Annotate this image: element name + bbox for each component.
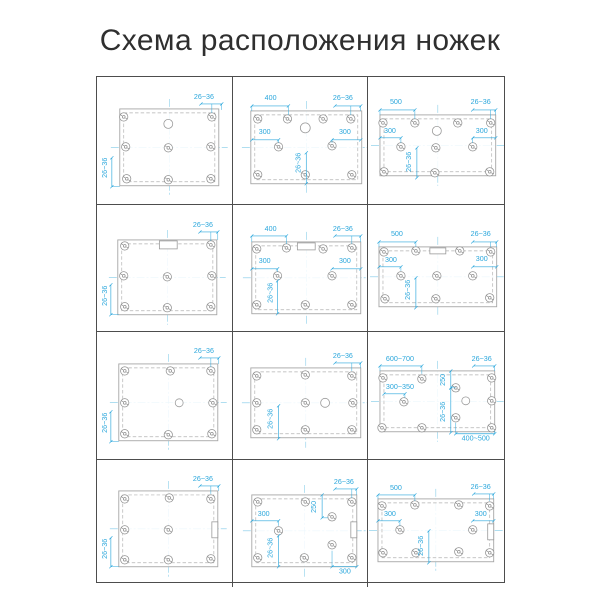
dimension-label: 26~36 [332, 352, 353, 361]
leg-icon [209, 399, 217, 407]
leg-icon [301, 371, 309, 379]
leg-icon [469, 526, 477, 534]
leg-icon [347, 554, 355, 562]
dimension-label: 26~36 [470, 229, 492, 238]
leg-icon [454, 119, 462, 127]
dimension-label: 26~36 [405, 151, 414, 172]
leg-icon [121, 556, 129, 564]
dimension-label: 250 [309, 500, 318, 513]
leg-icon [120, 113, 128, 121]
leg-icon [381, 294, 389, 302]
dimension-label: 26~36 [100, 157, 109, 178]
leg-icon [379, 374, 387, 382]
drain-rect-icon [430, 248, 446, 254]
leg-icon [252, 300, 260, 308]
leg-icon [455, 501, 463, 509]
leg-icon [347, 498, 355, 506]
dimension-label: 26~36 [471, 355, 493, 364]
leg-icon [274, 143, 282, 151]
leg-icon [252, 426, 260, 434]
dimension-label: 300 [258, 127, 271, 136]
leg-icon [164, 176, 172, 184]
leg-icon [487, 119, 495, 127]
leg-icon [431, 169, 439, 177]
dimension-label: 300 [338, 567, 351, 576]
leg-icon [207, 240, 215, 248]
tray-drawing-r3c3 [368, 332, 504, 459]
dimension-label: 26~36 [192, 474, 213, 484]
leg-icon [252, 244, 260, 252]
leg-icon [121, 302, 129, 310]
dimension-label: 300 [475, 509, 488, 518]
dimension-label: 500 [390, 483, 403, 492]
leg-icon [208, 430, 216, 438]
leg-icon [301, 399, 309, 407]
leg-icon [121, 367, 129, 375]
leg-icon [122, 143, 130, 151]
leg-icon [487, 247, 495, 255]
tray-drawing-r2c3 [368, 205, 504, 332]
leg-icon [397, 271, 405, 279]
leg-icon [418, 375, 426, 383]
diagram-cell-r3c3 [368, 332, 504, 460]
leg-icon [252, 399, 260, 407]
leg-icon [301, 300, 309, 308]
leg-icon [486, 549, 494, 557]
leg-icon [380, 168, 388, 176]
tray-drawing-r2c2 [233, 205, 368, 332]
diagram-cell-r3c1 [97, 332, 233, 460]
dimension-label: 300 [476, 254, 489, 263]
leg-icon [208, 113, 216, 121]
diagram-cell-r1c2 [233, 77, 369, 205]
dimension-label: 26~36 [417, 535, 426, 556]
drain-circle-icon [433, 126, 442, 135]
dimension-label: 400~500 [462, 435, 491, 444]
tray-outline [119, 364, 218, 441]
drain-slot-icon [488, 524, 494, 540]
leg-icon [378, 502, 386, 510]
dimension-label: 26~36 [332, 93, 353, 102]
leg-icon [412, 246, 420, 254]
drain-circle-icon [300, 123, 310, 133]
leg-icon [121, 430, 129, 438]
dimension-label: 26~36 [100, 285, 109, 306]
tray-outline [380, 371, 495, 432]
leg-icon [488, 397, 496, 405]
leg-icon [455, 548, 463, 556]
page-title: Схема расположения ножек [99, 24, 501, 57]
leg-icon [486, 168, 494, 176]
leg-icon [121, 241, 129, 249]
dimension-label: 26~36 [470, 482, 492, 491]
tray-drawing-r3c1 [97, 332, 232, 459]
tray-drawing-r1c2 [233, 77, 368, 204]
tray-drawing-r3c2 [233, 332, 368, 459]
leg-icon [253, 554, 261, 562]
leg-icon [488, 424, 496, 432]
leg-icon [347, 300, 355, 308]
leg-icon [274, 527, 282, 535]
leg-icon [253, 115, 261, 123]
diagram-cell-r2c3 [368, 205, 504, 333]
diagram-cell-r3c2 [233, 332, 369, 460]
dimension [109, 536, 119, 568]
leg-icon [165, 494, 173, 502]
leg-icon [348, 399, 356, 407]
leg-icon [164, 526, 172, 534]
leg-icon [379, 549, 387, 557]
drain-slot-icon [350, 522, 356, 538]
leg-icon [164, 556, 172, 564]
dimension-label: 26~36 [100, 538, 109, 559]
leg-icon [452, 414, 460, 422]
dimension-label: 300~350 [386, 383, 415, 392]
leg-icon [411, 119, 419, 127]
drain-slot-icon [212, 522, 218, 538]
dimension-label: 26~36 [470, 97, 492, 106]
leg-icon [253, 171, 261, 179]
leg-icon [488, 374, 496, 382]
leg-icon [301, 498, 309, 506]
dimension-label: 26~36 [332, 224, 353, 233]
tray-drawing-r4c3 [368, 460, 504, 587]
leg-icon [486, 502, 494, 510]
dimension-label: 500 [390, 97, 403, 106]
tray-drawing-r4c1 [97, 460, 232, 587]
diagram-cell-r2c2 [233, 205, 369, 333]
dimension-label: 26~36 [193, 347, 214, 356]
leg-icon [207, 302, 215, 310]
drain-circle-icon [462, 397, 470, 405]
diagram-cell-r1c1 [97, 77, 233, 205]
leg-icon [469, 271, 477, 279]
tray-drawing-r1c1 [97, 77, 232, 204]
dimension [472, 365, 496, 372]
dimension [109, 411, 119, 444]
leg-icon [207, 367, 215, 375]
leg-icon [123, 175, 131, 183]
leg-icon [207, 495, 215, 503]
diagram-cell-r4c2 [233, 460, 369, 587]
dimension-label: 600~700 [386, 355, 415, 364]
leg-icon [121, 495, 129, 503]
dimension-label: 26~36 [333, 477, 354, 487]
dimension-label: 26~36 [294, 152, 302, 173]
leg-icon [347, 372, 355, 380]
leg-icon [301, 171, 309, 179]
leg-icon [396, 526, 404, 534]
leg-icon [432, 294, 440, 302]
leg-icon [469, 143, 477, 151]
leg-icon [328, 271, 336, 279]
dimension-label: 300 [338, 256, 351, 265]
dimension-label: 26~36 [193, 92, 214, 101]
leg-icon [347, 171, 355, 179]
leg-icon [400, 398, 408, 406]
leg-icon [207, 175, 215, 183]
leg-icon [380, 247, 388, 255]
drain-circle-icon [164, 119, 173, 128]
leg-icon [163, 272, 171, 280]
leg-icon [300, 554, 308, 562]
leg-icon [283, 115, 291, 123]
leg-icon [346, 115, 354, 123]
dimension-label: 26~36 [266, 537, 275, 558]
tray-drawing-r2c1 [97, 205, 232, 332]
drain-rect-icon [159, 241, 177, 249]
leg-icon [273, 271, 281, 279]
leg-icon [121, 526, 129, 534]
diagram-grid [96, 76, 505, 583]
leg-icon [319, 115, 327, 123]
leg-icon [121, 399, 129, 407]
leg-icon [208, 271, 216, 279]
leg-icon [328, 513, 336, 521]
leg-icon [301, 426, 309, 434]
dimension-label: 26~36 [192, 220, 213, 229]
leg-icon [282, 243, 290, 251]
leg-icon [432, 144, 440, 152]
leg-icon [418, 424, 426, 432]
dimension-label: 250 [439, 374, 448, 387]
leg-icon [378, 424, 386, 432]
leg-icon [319, 244, 327, 252]
leg-icon [207, 555, 215, 563]
leg-icon [456, 246, 464, 254]
diagram-cell-r1c3 [368, 77, 504, 205]
leg-icon [379, 119, 387, 127]
dimension-label: 500 [391, 229, 404, 238]
diagram-cell-r4c3 [368, 460, 504, 587]
diagram-cell-r2c1 [97, 205, 233, 333]
leg-icon [397, 143, 405, 151]
tray-drawing-r1c3 [368, 77, 504, 204]
leg-icon [347, 426, 355, 434]
drain-rect-icon [297, 243, 315, 250]
leg-icon [347, 243, 355, 251]
leg-icon [207, 143, 215, 151]
leg-icon [163, 303, 171, 311]
dimension-label: 300 [385, 255, 398, 264]
dimension-label: 26~36 [439, 402, 448, 423]
dimension [378, 240, 418, 247]
leg-icon [433, 271, 441, 279]
dimension-label: 300 [476, 126, 489, 135]
tray-drawing-r4c2 [233, 460, 368, 587]
dimension-label: 300 [338, 127, 351, 136]
drain-circle-icon [320, 399, 329, 408]
dimension-label: 400 [264, 93, 277, 102]
dimension-label: 400 [264, 224, 277, 233]
leg-icon [486, 293, 494, 301]
leg-icon [164, 144, 172, 152]
dimension-label: 300 [257, 509, 270, 518]
leg-icon [164, 431, 172, 439]
dimension-label: 300 [384, 509, 397, 518]
dimension-label: 26~36 [266, 409, 275, 430]
diagram-cell-r4c1 [97, 460, 233, 587]
leg-icon [166, 367, 174, 375]
leg-icon [120, 271, 128, 279]
dimension-label: 26~36 [404, 279, 413, 300]
leg-icon [252, 372, 260, 380]
dimension [471, 240, 498, 247]
leg-icon [328, 541, 336, 549]
dimension [198, 230, 219, 241]
dimension [110, 156, 120, 188]
drain-circle-icon [175, 399, 183, 407]
dimension-label: 300 [384, 126, 397, 135]
leg-icon [328, 142, 336, 150]
leg-icon [411, 501, 419, 509]
leg-icon [253, 498, 261, 506]
dimension-label: 26~36 [266, 282, 275, 303]
dimension-label: 26~36 [100, 413, 109, 434]
dimension-label: 300 [258, 256, 271, 265]
